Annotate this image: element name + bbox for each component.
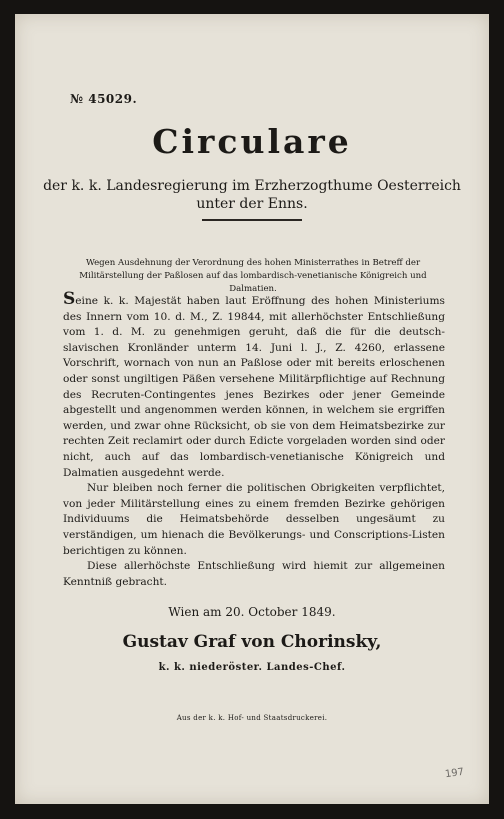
title-divider: [202, 219, 302, 221]
signature-name: Gustav Graf von Chorinsky,: [122, 632, 382, 652]
paragraph-2: Nur bleiben noch ferner die politischen Obrigkeiten verpflichtet, von jeder Militärstellung eines zu einem fremden Bezirke gehörigen Individuums die Heimatsbehörde desselben ungesäumt zu verständigen, um hienach die Bevölkerungs- und Conscriptions-Listen berichtigen zu können.: [63, 482, 445, 557]
document-number: № 45029.: [70, 92, 138, 106]
issuer-line-2: unter der Enns.: [196, 196, 308, 212]
place-date: Wien am 20. October 1849.: [168, 605, 336, 619]
drop-cap: S: [63, 289, 76, 309]
document-title: Circulare: [152, 122, 352, 161]
paragraph-1-text: eine k. k. Majestät haben laut Eröffnung des hohen Ministeriums des Innern vom 10. d. M., Z. 19844, mit allerhöchster Entschließung vom 1. d. M. zu genehmigen geruht, daß die für die deutsch-slavischen Kronländer unterm 14. Juni l. J., Z. 4260, erlassene Vorschrift, wornach von nun an Paßlose oder mit bereits erloschenen oder sonst ungiltigen Päßen versehene Militärpflichtige auf Rechnung des Recruten-Contingentes jenes Bezirkes oder jener Gemeinde abgestellt und angenommen werden können, in welchem sie ergriffen werden, und zwar ohne Rücksicht, ob sie von dem Heimatsbezirke zur rechten Zeit reclamirt oder durch Edicte vorgeladen worden sind oder nicht, auch auf das lombardisch-venetianische Königreich und Dalmatien ausgedehnt werde.: [63, 295, 445, 479]
signature-title: k. k. niederöster. Landes-Chef.: [158, 662, 346, 673]
pencil-annotation: 197: [444, 766, 465, 781]
paragraph-1: [63, 289, 445, 481]
issuer-line-1: der k. k. Landesregierung im Erzherzogthume Oesterreich: [43, 178, 461, 194]
printer-imprint: Aus der k. k. Hof- und Staatsdruckerei.: [176, 714, 328, 722]
body-text: [63, 289, 445, 590]
subject-summary: Wegen Ausdehnung der Verordnung des hohen Ministerrathes in Betreff der Militärstellung der Paßlosen auf das lombardisch-venetianische Königreich und Dalmatien.: [79, 258, 427, 294]
paragraph-3: Diese allerhöchste Entschließung wird hiemit zur allgemeinen Kenntniß gebracht.: [63, 560, 445, 588]
document-sheet: [15, 14, 489, 804]
